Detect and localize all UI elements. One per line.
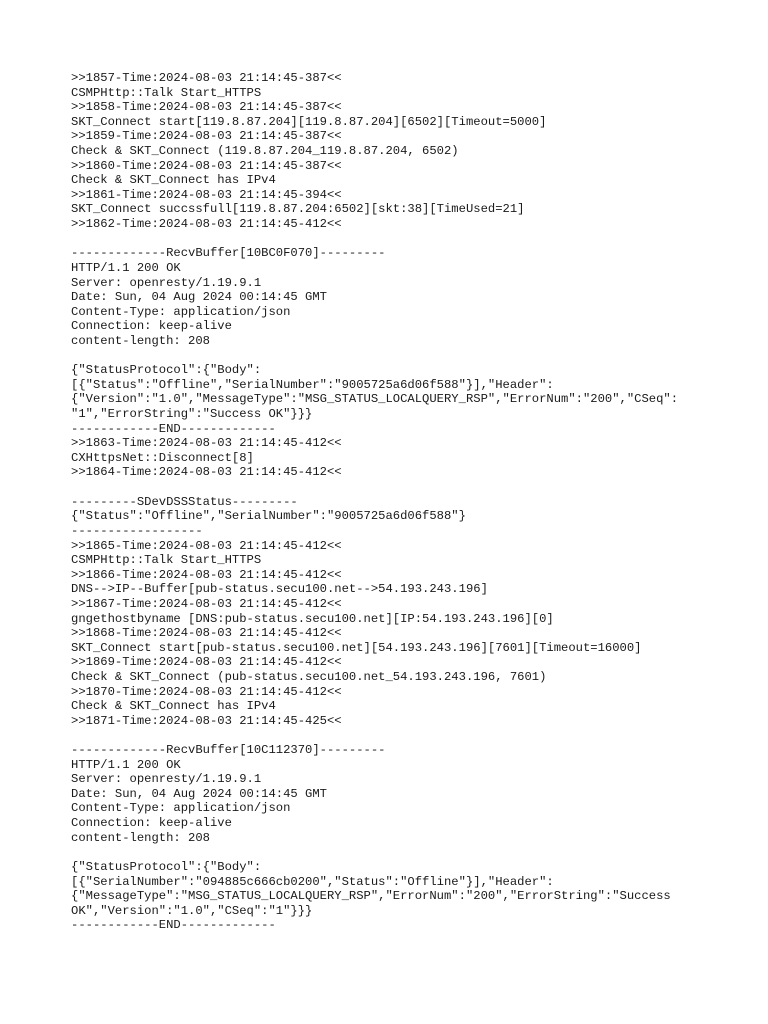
log-line: >>1870-Time:2024-08-03 21:14:45-412<< (71, 684, 342, 699)
log-line: OK","Version":"1.0","CSeq":"1"}}} (71, 903, 313, 918)
log-line: "1","ErrorString":"Success OK"}}} (71, 407, 313, 422)
log-line: Connection: keep-alive (71, 319, 232, 334)
log-line: Date: Sun, 04 Aug 2024 00:14:45 GMT (71, 290, 327, 305)
log-line: >>1862-Time:2024-08-03 21:14:45-412<< (71, 217, 342, 232)
log-line: content-length: 208 (71, 830, 210, 845)
log-line: CSMPHttp::Talk Start_HTTPS (71, 85, 262, 100)
log-line: Check & SKT_Connect (119.8.87.204_119.8.87.204, 6502) (71, 144, 459, 159)
log-line: {"MessageType":"MSG_STATUS_LOCALQUERY_RSP","ErrorNum":"200","ErrorString":"Success (71, 889, 671, 904)
log-line: {"StatusProtocol":{"Body": (71, 363, 262, 378)
log-line: SKT_Connect start[119.8.87.204][119.8.87.204][6502][Timeout=5000] (71, 114, 547, 129)
log-line: [{"Status":"Offline","SerialNumber":"9005725a6d06f588"}],"Header": (71, 377, 554, 392)
log-line: Check & SKT_Connect (pub-status.secu100.net_54.193.243.196, 7601) (71, 669, 547, 684)
log-line: Server: openresty/1.19.9.1 (71, 275, 262, 290)
log-line: DNS-->IP--Buffer[pub-status.secu100.net-->54.193.243.196] (71, 582, 488, 597)
log-line: -------------RecvBuffer[10BC0F070]--------- (71, 246, 386, 261)
log-line: >>1864-Time:2024-08-03 21:14:45-412<< (71, 465, 342, 480)
log-line: >>1859-Time:2024-08-03 21:14:45-387<< (71, 129, 342, 144)
log-line: HTTP/1.1 200 OK (71, 260, 181, 275)
log-line: Content-Type: application/json (71, 304, 291, 319)
log-line: SKT_Connect succssfull[119.8.87.204:6502][skt:38][TimeUsed=21] (71, 202, 525, 217)
log-line: >>1865-Time:2024-08-03 21:14:45-412<< (71, 538, 342, 553)
log-line: >>1869-Time:2024-08-03 21:14:45-412<< (71, 655, 342, 670)
log-line (71, 349, 751, 364)
log-line: {"Version":"1.0","MessageType":"MSG_STATUS_LOCALQUERY_RSP","ErrorNum":"200","CSeq": (71, 392, 679, 407)
log-line: {"Status":"Offline","SerialNumber":"9005725a6d06f588"} (71, 509, 466, 524)
log-line: Server: openresty/1.19.9.1 (71, 772, 262, 787)
log-line: CSMPHttp::Talk Start_HTTPS (71, 553, 262, 568)
log-line: >>1867-Time:2024-08-03 21:14:45-412<< (71, 596, 342, 611)
log-line: -------------RecvBuffer[10C112370]--------- (71, 743, 386, 758)
log-line (71, 480, 751, 495)
log-line: Check & SKT_Connect has IPv4 (71, 173, 276, 188)
log-line: [{"SerialNumber":"094885c666cb0200","Status":"Offline"}],"Header": (71, 874, 554, 889)
log-line: HTTP/1.1 200 OK (71, 757, 181, 772)
log-line: Connection: keep-alive (71, 816, 232, 831)
log-line: >>1863-Time:2024-08-03 21:14:45-412<< (71, 436, 342, 451)
log-line: Content-Type: application/json (71, 801, 291, 816)
log-line: SKT_Connect start[pub-status.secu100.net][54.193.243.196][7601][Timeout=16000] (71, 640, 642, 655)
log-line (71, 232, 751, 247)
log-line: CXHttpsNet::Disconnect[8] (71, 450, 254, 465)
log-line: ------------END------------- (71, 421, 276, 436)
log-line: ------------------ (71, 523, 203, 538)
log-line: ---------SDevDSSStatus--------- (71, 494, 298, 509)
log-line: >>1871-Time:2024-08-03 21:14:45-425<< (71, 713, 342, 728)
log-line: ------------END------------- (71, 918, 276, 933)
log-line (71, 728, 751, 743)
log-document (71, 71, 751, 933)
log-line: gngethostbyname [DNS:pub-status.secu100.net][IP:54.193.243.196][0] (71, 611, 554, 626)
log-line: >>1861-Time:2024-08-03 21:14:45-394<< (71, 187, 342, 202)
log-line: >>1868-Time:2024-08-03 21:14:45-412<< (71, 626, 342, 641)
log-line: Date: Sun, 04 Aug 2024 00:14:45 GMT (71, 786, 327, 801)
log-line: content-length: 208 (71, 333, 210, 348)
log-line: >>1866-Time:2024-08-03 21:14:45-412<< (71, 567, 342, 582)
log-line: {"StatusProtocol":{"Body": (71, 859, 262, 874)
log-line: >>1857-Time:2024-08-03 21:14:45-387<< (71, 71, 342, 85)
log-line: >>1858-Time:2024-08-03 21:14:45-387<< (71, 100, 342, 115)
log-line (71, 845, 751, 860)
log-line: Check & SKT_Connect has IPv4 (71, 699, 276, 714)
log-line: >>1860-Time:2024-08-03 21:14:45-387<< (71, 158, 342, 173)
